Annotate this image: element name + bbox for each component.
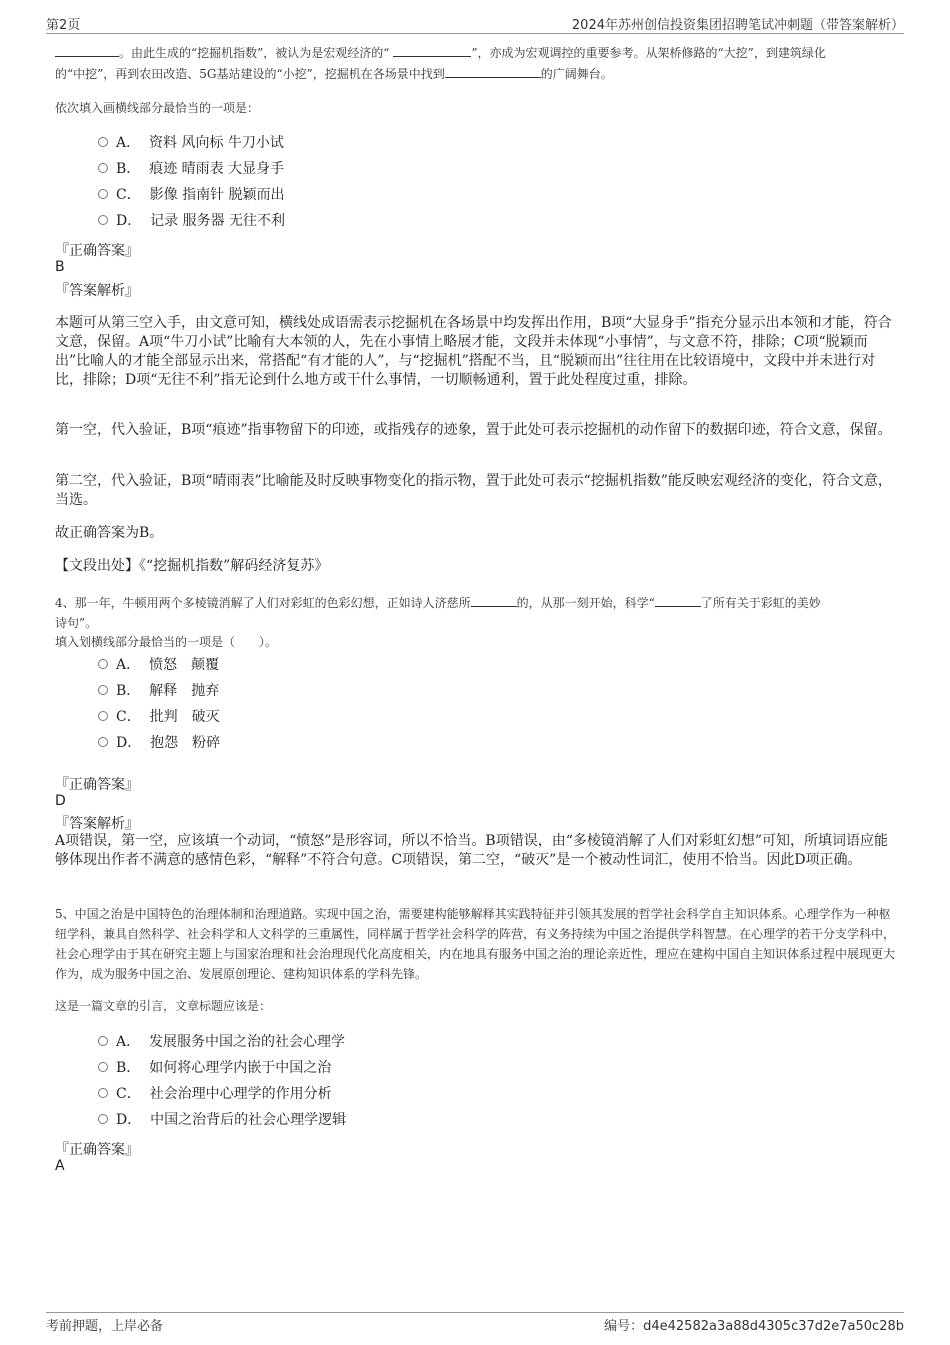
q3-source: 【文段出处】《“挖掘机指数”解码经济复苏》 xyxy=(55,558,329,574)
page-header xyxy=(46,14,904,34)
radio-icon[interactable] xyxy=(98,1062,108,1072)
q5-stem: 5、中国之治是中国特色的治理体制和治理道路。实现中国之治，需要建构能够解释其实践特征并引领其发展的哲学社会科学自主知识体系。心理学作为一种枢纽学科，兼具自然科学、社会科学和人文科学的三重属性，同样属于哲学社会科学的阵营，有义务持续为中国之治提供学科智慧。在心理学的若干分支学科中，社会心理学由于其在研究主题上与国家治理和社会治理现代化高度相关，内在地具有服务中国之治的理论亲近性，理应在建构中国自主知识体系过程中展现更大作为，成为服务中国之治、发展原创理论、建构知识体系的学科先锋。 xyxy=(55,907,896,981)
radio-icon[interactable] xyxy=(98,1088,108,1098)
q3-analysis-label: 『答案解析』 xyxy=(55,283,139,299)
radio-icon[interactable] xyxy=(98,711,108,721)
footer-slogan: 考前押题，上岸必备 xyxy=(46,1319,164,1334)
q3-analysis-paragraph: 第一空，代入验证，B项“痕迹”指事物留下的印迹，或指残存的迹象，置于此处可表示挖掘机的动作留下的数据印迹，符合文意，保留。 xyxy=(55,422,892,438)
q4-option-a[interactable]: A． 愤怒 颠覆 xyxy=(98,655,219,675)
q3-option-a[interactable]: A． 资料 风向标 牛刀小试 xyxy=(98,133,284,153)
q3-prompt: 依次填入画横线部分最恰当的一项是： xyxy=(55,101,260,115)
radio-icon[interactable] xyxy=(98,163,108,173)
q3-blank-3 xyxy=(445,63,541,78)
radio-icon[interactable] xyxy=(98,189,108,199)
header-divider xyxy=(46,33,904,34)
q5-answer-label: 『正确答案』 xyxy=(55,1142,139,1158)
q5-option-b[interactable]: B． 如何将心理学内嵌于中国之治 xyxy=(98,1058,331,1078)
q5-option-a[interactable]: A． 发展服务中国之治的社会心理学 xyxy=(98,1032,345,1052)
page-footer xyxy=(46,1315,904,1334)
radio-icon[interactable] xyxy=(98,685,108,695)
q3-analysis-paragraph: 本题可从第三空入手，由文意可知，横线处成语需表示挖掘机在各场景中均发挥出作用，B项“大显身手”指充分显示出本领和才能，符合文意，保留。A项“牛刀小试”比喻有大本领的人，先在小事情上略展才能，文段并未体现“小事情”，与文意不符，排除；C项“脱颖而出”比喻人的才能全部显示出来，常搭配“有才能的人”，与“挖掘机”搭配不当，且“脱颖而出”往往用在比较语境中，文段中并未进行对比，排除；D项“无往不利”指无论到什么地方或干什么事情，一切顺畅通利，置于此处程度过重，排除。 xyxy=(55,315,892,388)
q3-option-d[interactable]: D． 记录 服务器 无往不利 xyxy=(98,211,285,231)
radio-icon[interactable] xyxy=(98,1114,108,1124)
q5-prompt: 这是一篇文章的引言，文章标题应该是： xyxy=(55,999,272,1013)
radio-icon[interactable] xyxy=(98,137,108,147)
q4-blank-1 xyxy=(471,592,517,607)
q4-option-b[interactable]: B． 解释 抛弃 xyxy=(98,681,219,701)
radio-icon[interactable] xyxy=(98,1036,108,1046)
footer-divider xyxy=(46,1312,904,1313)
radio-icon[interactable] xyxy=(98,215,108,225)
q4-option-d[interactable]: D． 抱怨 粉碎 xyxy=(98,733,220,753)
q5-answer: A xyxy=(55,1158,65,1174)
q4-analysis: A项错误，第一空，应该填一个动词，“愤怒”是形容词，所以不恰当。B项错误，由“多棱镜消解了人们对彩虹幻想”可知，所填词语应能够体现出作者不满意的感情色彩，“解释”不符合句意。C项错误，第二空，“破灭”是一个被动性词汇，使用不恰当。因此D项正确。 xyxy=(55,833,889,868)
page-number: 第2页 xyxy=(46,18,81,33)
q4-analysis-label: 『答案解析』 xyxy=(55,816,139,832)
q5-option-c[interactable]: C． 社会治理中心理学的作用分析 xyxy=(98,1084,332,1104)
q3-blank-2 xyxy=(393,42,471,57)
document-title: 2024年苏州创信投资集团招聘笔试冲刺题（带答案解析） xyxy=(571,18,904,33)
q3-blank-1 xyxy=(55,42,119,57)
q3-passage: 。由此生成的“挖掘机指数”，被认为是宏观经济的“ ”，亦成为宏观调控的重要参考。从架桥修路的“大挖”，到建筑绿化 的“中挖”，再到农田改造、5G基站建设的“小挖”，挖掘机在各场景中找到 的广阔舞台。 xyxy=(55,42,897,84)
q3-answer: B xyxy=(55,259,65,275)
q3-answer-label: 『正确答案』 xyxy=(55,243,139,259)
q4-stem: 4、那一年，牛顿用两个多棱镜消解了人们对彩虹的色彩幻想，正如诗人济慈所 的，从那一刻开始，科学“ 了所有关于彩虹的美妙 诗句”。 xyxy=(55,592,897,633)
q3-analysis-paragraph: 第二空，代入验证，B项“晴雨表”比喻能及时反映事物变化的指示物，置于此处可表示“挖掘机指数”能反映宏观经济的变化，符合文意，当选。 xyxy=(55,473,892,508)
q4-blank-2 xyxy=(655,592,701,607)
document-code: 编号：d4e42582a3a88d4305c37d2e7a50c28b xyxy=(604,1319,904,1334)
q4-answer-label: 『正确答案』 xyxy=(55,777,139,793)
q3-option-c[interactable]: C． 影像 指南针 脱颖而出 xyxy=(98,185,285,205)
q4-answer: D xyxy=(55,793,66,809)
q5-option-d[interactable]: D． 中国之治背后的社会心理学逻辑 xyxy=(98,1110,346,1130)
radio-icon[interactable] xyxy=(98,659,108,669)
radio-icon[interactable] xyxy=(98,737,108,747)
q4-option-c[interactable]: C． 批判 破灭 xyxy=(98,707,220,727)
q4-prompt: 填入划横线部分最恰当的一项是（ ）。 xyxy=(55,635,278,649)
q3-option-b[interactable]: B． 痕迹 晴雨表 大显身手 xyxy=(98,159,284,179)
q3-analysis-paragraph: 故正确答案为B。 xyxy=(55,525,164,541)
